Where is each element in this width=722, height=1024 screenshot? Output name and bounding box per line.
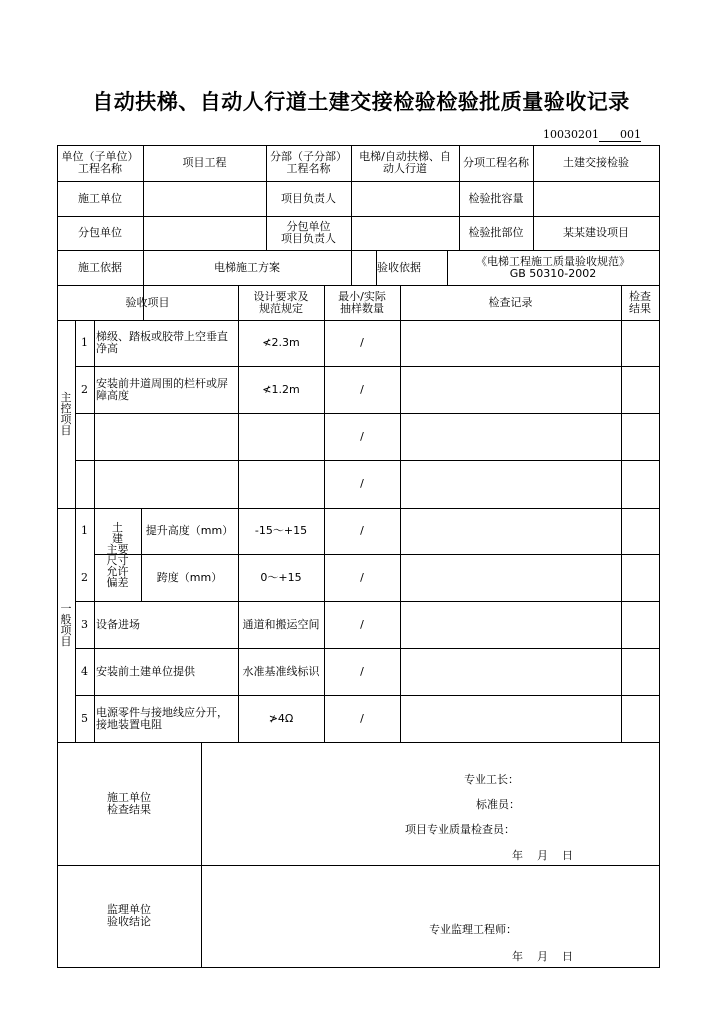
general-item-2-design: 0～+15	[260, 570, 302, 584]
main-item-2-no: 2	[81, 382, 88, 396]
general-sub-group-label: 土 建 主要 尺寸 允许 偏差	[106, 520, 129, 589]
supervision-date-label: 年 月 日	[512, 950, 573, 963]
general-item-3-design: 通道和搬运空间	[242, 617, 320, 631]
subitem-name-label: 分项工程名称	[463, 156, 529, 169]
main-item-1-sample: /	[360, 336, 364, 349]
general-item-1-design: -15～+15	[254, 524, 308, 537]
form-code	[543, 128, 641, 142]
foreman-label: 专业工长：	[464, 773, 519, 786]
general-item-5-sample: /	[360, 711, 364, 725]
main-item-1-design: ≮2.3m	[262, 336, 300, 349]
main-item-2-name: 安装前井道周围的栏杆或屏 障高度	[96, 376, 228, 402]
subcontractor-label: 分包单位	[78, 226, 122, 239]
construction-unit-label: 施工单位	[78, 191, 122, 205]
general-item-5-design: ≯4Ω	[268, 711, 294, 725]
general-item-5-no: 5	[81, 711, 88, 725]
main-item-2-sample: /	[360, 382, 364, 396]
col-design-header: 设计要求及 规范规定	[253, 289, 309, 315]
general-item-3-sample: /	[360, 617, 364, 631]
construction-check-label: 施工单位 检查结果	[107, 790, 151, 816]
unit-name-value: 项目工程	[182, 156, 227, 169]
construction-date-label: 年 月 日	[512, 849, 573, 862]
inspection-form	[57, 145, 660, 968]
general-item-1-sample: /	[360, 524, 364, 537]
construction-basis-value: 电梯施工方案	[214, 260, 280, 274]
main-control-group-label: 主 控 项 目	[60, 391, 72, 437]
page-title: 自动扶梯、自动人行道土建交接检验检验批质量验收记录	[92, 90, 630, 114]
col-item-header: 验收项目	[125, 295, 170, 309]
col-sample-header: 最小/实际 抽样数量	[338, 289, 386, 315]
inspector-label: 标准员：	[476, 798, 520, 811]
general-item-3-name: 设备进场	[96, 617, 140, 631]
general-item-2-name: 跨度（mm）	[156, 570, 223, 584]
general-item-1-name: 提升高度（mm）	[145, 524, 234, 537]
general-item-3-no: 3	[81, 617, 88, 631]
construction-basis-label: 施工依据	[78, 260, 122, 274]
main-item-1-no: 1	[81, 336, 88, 349]
general-item-4-design: 水准基准线标识	[242, 664, 320, 678]
supervision-engineer-label: 专业监理工程师：	[429, 923, 517, 936]
batch-capacity-label: 检验批容量	[468, 191, 524, 205]
division-name-value: 电梯/自动扶梯、自 动人行道	[359, 150, 451, 175]
general-item-5-name: 电源零件与接地线应分开， 接地装置电阻	[96, 705, 228, 731]
acceptance-basis-value: 《电梯工程施工质量验收规范》 GB 50310-2002	[476, 254, 630, 280]
general-item-4-no: 4	[81, 664, 88, 678]
main-item-4-sample: /	[360, 477, 364, 490]
general-item-4-name: 安装前土建单位提供	[96, 664, 195, 678]
general-item-2-no: 2	[81, 570, 88, 584]
col-record-header: 检查记录	[488, 295, 533, 309]
general-group-label: 一 般 项 目	[60, 602, 72, 648]
main-item-2-design: ≮1.2m	[262, 382, 300, 396]
unit-name-label: 单位（子单位） 工程名称	[61, 150, 139, 175]
project-manager-label: 项目负责人	[281, 191, 336, 205]
general-item-4-sample: /	[360, 664, 364, 678]
division-name-label: 分部（子分部） 工程名称	[270, 150, 347, 175]
col-result-header: 检查 结果	[629, 289, 651, 315]
acceptance-basis-label: 验收依据	[377, 260, 421, 274]
supervision-check-label: 监理单位 验收结论	[107, 903, 151, 928]
form-code-serial: 001	[599, 128, 641, 142]
main-item-1-name: 梯级、踏板或胶带上空垂直 净高	[96, 330, 228, 355]
sub-manager-label: 分包单位 项目负责人	[281, 220, 336, 245]
general-item-2-sample: /	[360, 570, 364, 584]
form-code-number: 10030201	[543, 128, 599, 141]
batch-location-value: 某某建设项目	[563, 226, 629, 239]
batch-location-label: 检验批部位	[468, 226, 524, 239]
main-item-3-sample: /	[360, 429, 364, 443]
subitem-name-value: 土建交接检验	[563, 156, 629, 169]
general-item-1-no: 1	[81, 524, 88, 537]
quality-inspector-label: 项目专业质量检查员：	[405, 823, 515, 836]
